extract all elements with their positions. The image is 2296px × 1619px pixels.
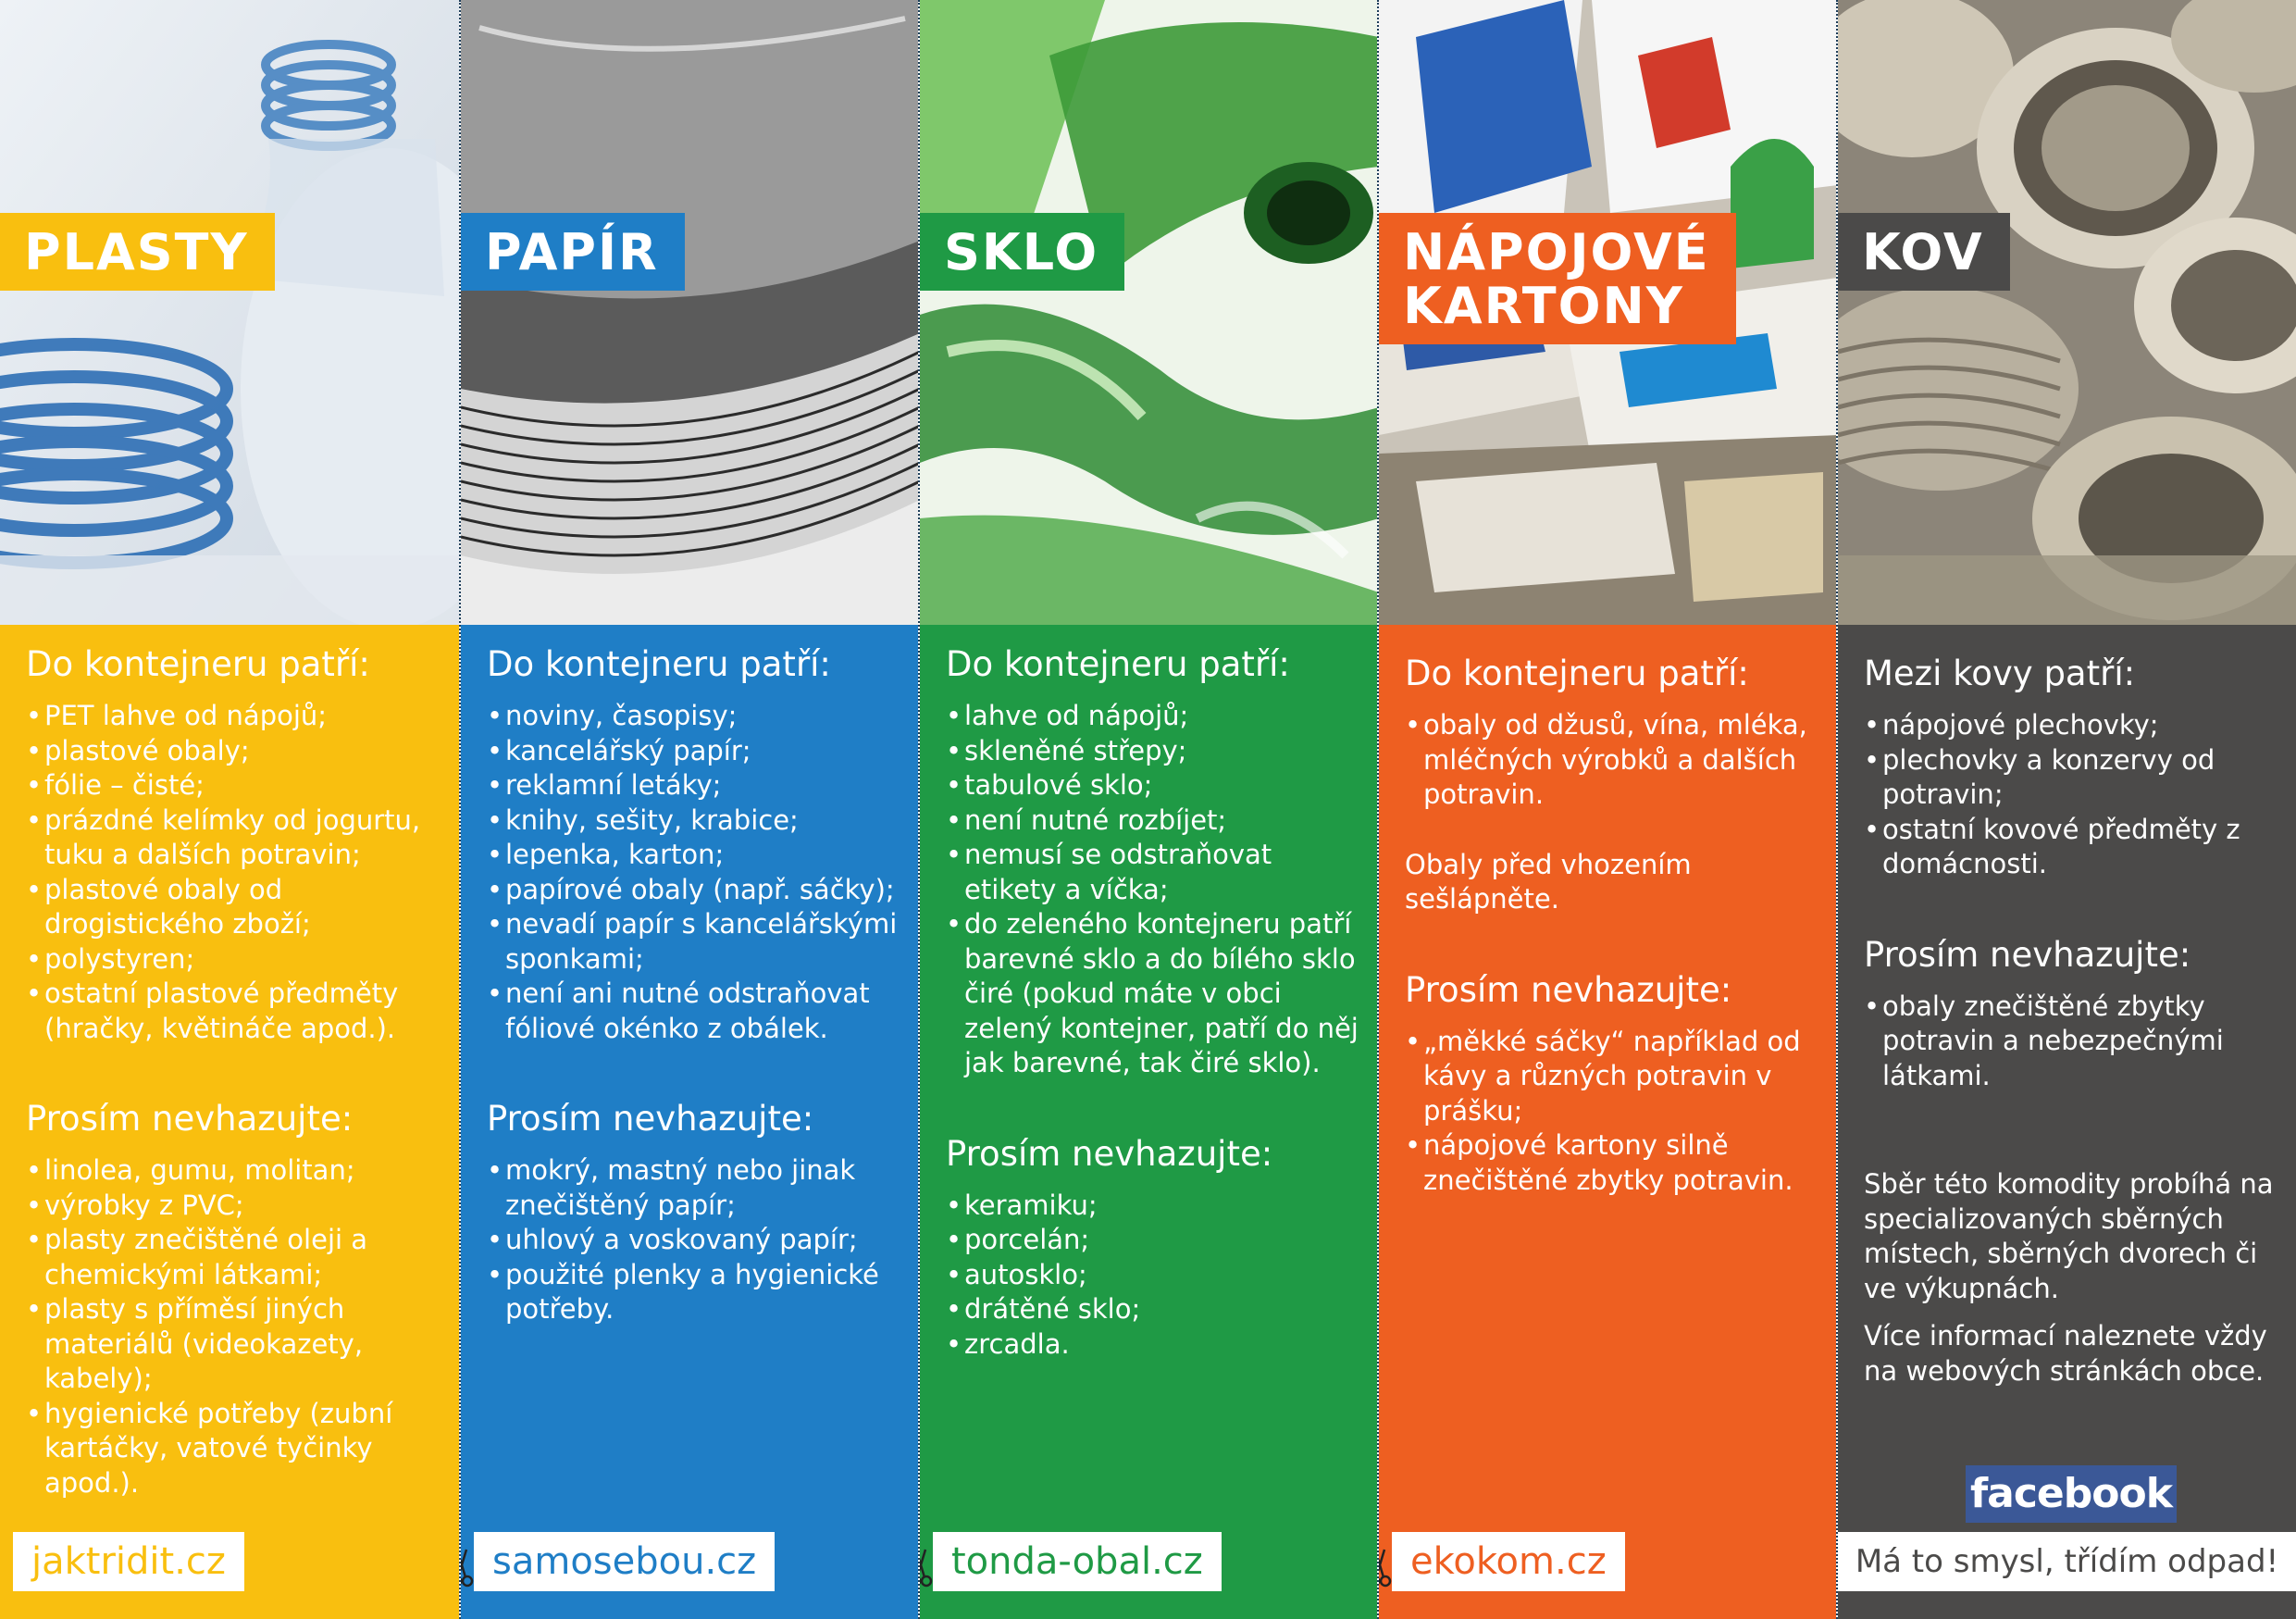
list-item: • zrcadla.	[946, 1327, 1364, 1363]
list-item: • noviny, časopisy;	[487, 699, 905, 734]
column-body	[0, 625, 459, 1619]
list-item: • knihy, sešity, krabice;	[487, 803, 905, 839]
list-item: • „měkké sáčky“ například od kávy a různých potravin v prášku;	[1405, 1025, 1823, 1129]
list-item: • hygienické potřeby (zubní kartáčky, vatové tyčinky apod.).	[26, 1397, 446, 1501]
column-papir	[459, 0, 918, 1619]
belongs-list	[1864, 708, 2283, 882]
not-list	[946, 1189, 1364, 1363]
list-item: • výrobky z PVC;	[26, 1189, 446, 1224]
list-item: • PET lahve od nápojů;	[26, 699, 446, 734]
list-item: • skleněné střepy;	[946, 734, 1364, 769]
list-item: • ostatní kovové předměty z domácnosti.	[1864, 813, 2283, 882]
column-napojove-kartony	[1377, 0, 1836, 1619]
belongs-list	[946, 699, 1364, 1081]
belongs-heading: Do kontejneru patří:	[946, 644, 1290, 684]
not-heading: Prosím nevhazujte:	[946, 1133, 1273, 1174]
website-link[interactable]: tonda-obal.cz	[933, 1532, 1222, 1591]
not-list	[487, 1153, 905, 1327]
not-list	[1405, 1025, 1823, 1199]
not-list	[1864, 990, 2283, 1094]
list-item: • keramiku;	[946, 1189, 1364, 1224]
column-sklo	[918, 0, 1377, 1619]
list-item: • plasty znečištěné oleji a chemickými látkami;	[26, 1223, 446, 1292]
list-item: • do zeleného kontejneru patří barevné sklo a do bílého sklo čiré (pokud máte v obci zelený kontejner, patří do něj jak barevné, tak čiré sklo).	[946, 907, 1364, 1081]
belongs-heading: Do kontejneru patří:	[1405, 654, 1749, 693]
list-item: • použité plenky a hygienické potřeby.	[487, 1258, 905, 1327]
list-item: • linolea, gumu, molitan;	[26, 1153, 446, 1189]
website-link[interactable]: jaktridit.cz	[13, 1532, 244, 1591]
list-item: • lahve od nápojů;	[946, 699, 1364, 734]
category-tag: KOV	[1838, 213, 2010, 291]
list-item: • obaly od džusů, vína, mléka, mléčných výrobků a dalších potravin.	[1405, 708, 1823, 813]
list-item: • nevadí papír s kancelářskými sponkami;	[487, 907, 905, 977]
list-item: • mokrý, mastný nebo jinak znečištěný papír;	[487, 1153, 905, 1223]
list-item: • nápojové plechovky;	[1864, 708, 2283, 743]
list-item: • ostatní plastové předměty (hračky, květináče apod.).	[26, 977, 446, 1046]
list-item: • porcelán;	[946, 1223, 1364, 1258]
list-item: • není nutné rozbíjet;	[946, 803, 1364, 839]
category-tag: SKLO	[920, 213, 1124, 291]
list-item: • reklamní letáky;	[487, 768, 905, 803]
category-tag-line: KARTONY	[1403, 277, 1684, 335]
column-kov	[1836, 0, 2296, 1619]
list-item: • nemusí se odstraňovat etikety a víčka;	[946, 838, 1364, 907]
list-item: • plechovky a konzervy od potravin;	[1864, 743, 2283, 813]
list-item: • obaly znečištěné zbytky potravin a nebezpečnými látkami.	[1864, 990, 2283, 1094]
belongs-list	[26, 699, 446, 1046]
photo-magazines	[461, 0, 918, 625]
category-tag-line: NÁPOJOVÉ	[1403, 223, 1710, 281]
list-item: • prázdné kelímky od jogurtu, tuku a dalších potravin;	[26, 803, 446, 873]
photo-beverage-cartons	[1379, 0, 1836, 625]
info-text: Více informací naleznete vždy na webových stránkách obce.	[1864, 1320, 2267, 1387]
scissors-icon	[918, 1548, 933, 1588]
list-item: • lepenka, karton;	[487, 838, 905, 873]
list-item: • nápojové kartony silně znečištěné zbytky potravin.	[1405, 1128, 1823, 1198]
list-item: • tabulové sklo;	[946, 768, 1364, 803]
column-body	[461, 625, 918, 1619]
facebook-logo[interactable]: facebook	[1966, 1465, 2177, 1523]
note-text: Obaly před vhozením sešlápněte.	[1405, 848, 1692, 915]
website-link[interactable]: samosebou.cz	[474, 1532, 775, 1591]
photo-metal-cans	[1838, 0, 2296, 625]
slogan: Má to smysl, třídím odpad!	[1838, 1532, 2296, 1591]
not-heading: Prosím nevhazujte:	[487, 1099, 814, 1139]
list-item: • polystyren;	[26, 942, 446, 978]
category-tag	[1379, 213, 1736, 344]
photo-plastic-bottles	[0, 0, 459, 625]
list-item: • není ani nutné odstraňovat fóliové okénko z obálek.	[487, 977, 905, 1046]
category-tag: PAPÍR	[461, 213, 685, 291]
belongs-heading: Mezi kovy patří:	[1864, 654, 2136, 693]
list-item: • papírové obaly (např. sáčky);	[487, 873, 905, 908]
belongs-heading: Do kontejneru patří:	[487, 644, 831, 684]
not-list	[26, 1153, 446, 1501]
list-item: • fólie – čisté;	[26, 768, 446, 803]
list-item: • uhlový a voskovaný papír;	[487, 1223, 905, 1258]
scissors-icon	[459, 1548, 474, 1588]
category-tag: PLASTY	[0, 213, 275, 291]
list-item: • plasty s příměsí jiných materiálů (videokazety, kabely);	[26, 1292, 446, 1397]
belongs-list	[487, 699, 905, 1046]
column-plasty	[0, 0, 459, 1619]
list-item: • autosklo;	[946, 1258, 1364, 1293]
scissors-icon	[1377, 1548, 1392, 1588]
column-body	[920, 625, 1377, 1619]
not-heading: Prosím nevhazujte:	[1864, 934, 2191, 975]
photo-glass-bottles	[920, 0, 1377, 625]
not-heading: Prosím nevhazujte:	[26, 1099, 354, 1139]
info-text: Sběr této komodity probíhá na specializovaných sběrných místech, sběrných dvorech či ve výkupnách.	[1864, 1168, 2274, 1304]
belongs-heading: Do kontejneru patří:	[26, 644, 370, 684]
list-item: • kancelářský papír;	[487, 734, 905, 769]
not-heading: Prosím nevhazujte:	[1405, 969, 1732, 1010]
list-item: • plastové obaly od drogistického zboží;	[26, 873, 446, 942]
column-body	[1379, 625, 1836, 1619]
list-item: • drátěné sklo;	[946, 1292, 1364, 1327]
website-link[interactable]: ekokom.cz	[1392, 1532, 1625, 1591]
belongs-list	[1405, 708, 1823, 813]
list-item: • plastové obaly;	[26, 734, 446, 769]
